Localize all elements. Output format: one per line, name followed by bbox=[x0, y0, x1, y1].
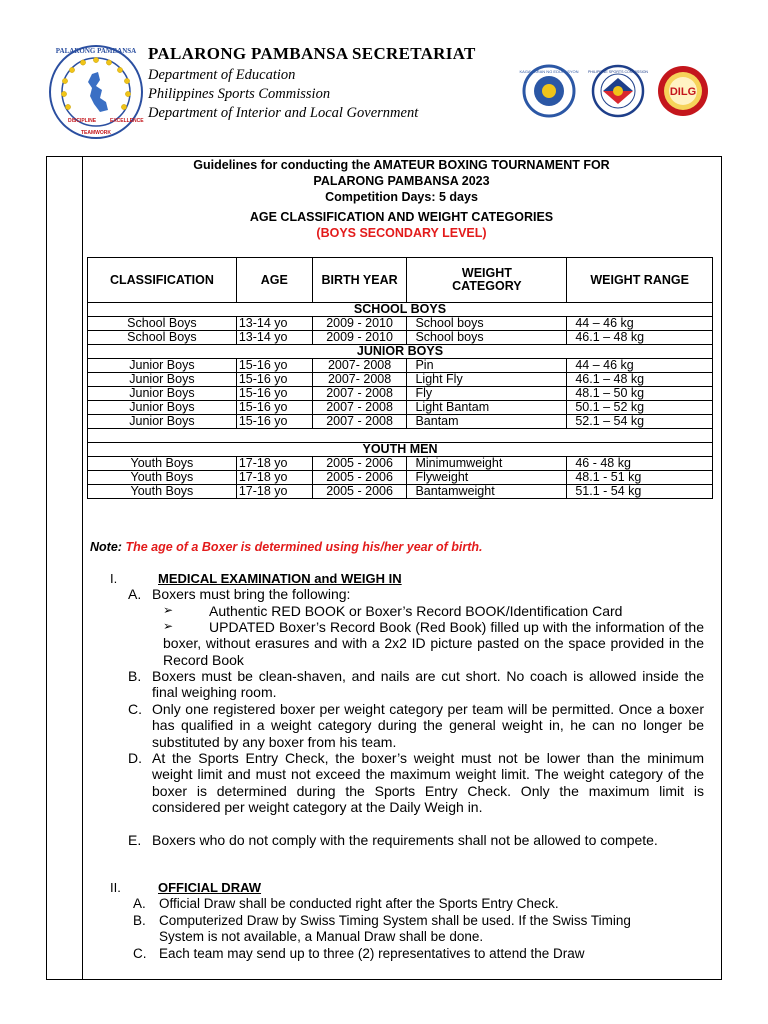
dilg-seal-icon bbox=[656, 64, 710, 118]
guidelines-title-line2: PALARONG PAMBANSA 2023 bbox=[313, 174, 490, 188]
table-group-header-youth-men bbox=[88, 443, 713, 457]
cell-weight-range: 46.1 – 48 kg bbox=[567, 373, 713, 387]
draw-item-a-label: A. bbox=[133, 896, 146, 911]
table-group-header-school-boys bbox=[88, 303, 713, 317]
cell-age: 15-16 yo bbox=[236, 359, 312, 373]
cell-birth-year: 2009 - 2010 bbox=[312, 331, 407, 345]
header-weight-range: WEIGHT RANGE bbox=[567, 258, 713, 303]
table-row bbox=[88, 485, 713, 499]
item-d-label: D. bbox=[128, 750, 142, 766]
cell-age: 17-18 yo bbox=[236, 457, 312, 471]
frame-margin-divider bbox=[82, 156, 83, 980]
bullet-icon: ➢ bbox=[163, 619, 174, 633]
header-age: AGE bbox=[236, 258, 312, 303]
cell-classification: Youth Boys bbox=[88, 471, 237, 485]
draw-item-a-text: Official Draw shall be conducted right after the Sports Entry Check. bbox=[159, 896, 559, 911]
cell-weight-category: School boys bbox=[407, 317, 567, 331]
cell-classification: Junior Boys bbox=[88, 359, 237, 373]
cell-weight-range: 46 - 48 kg bbox=[567, 457, 713, 471]
cell-weight-range: 48.1 – 50 kg bbox=[567, 387, 713, 401]
item-d-text: At the Sports Entry Check, the boxer’s weight must not be lower than the minimum weight limit and must not exceed the maximum weight limit. The weight category of the boxer is determined during the Sports Entry Check. Only the maximum limit is considered per weight category at the Daily Weigh in. bbox=[152, 750, 704, 815]
bullet-2-text: UPDATED Boxer’s Record Book (Red Book) filled up with the information of the boxer, without erasures and with a 2x2 ID picture pasted on the space provided in the Record Book bbox=[163, 619, 704, 668]
cell-birth-year: 2007- 2008 bbox=[312, 373, 407, 387]
cell-age: 13-14 yo bbox=[236, 317, 312, 331]
table-row bbox=[88, 457, 713, 471]
group-title: SCHOOL BOYS bbox=[88, 303, 713, 317]
cell-classification: Junior Boys bbox=[88, 415, 237, 429]
cell-classification: Junior Boys bbox=[88, 387, 237, 401]
item-b-text: Boxers must be clean-shaven, and nails are cut short. No coach is allowed inside the final weighing room. bbox=[152, 668, 704, 701]
cell-weight-category: Light Fly bbox=[407, 373, 567, 387]
item-e-text: Boxers who do not comply with the requirements shall not be allowed to compete. bbox=[152, 832, 658, 848]
cell-birth-year: 2007 - 2008 bbox=[312, 415, 407, 429]
weight-category-table bbox=[87, 257, 713, 499]
item-b-label: B. bbox=[128, 668, 142, 684]
cell-weight-category: Bantam bbox=[407, 415, 567, 429]
age-classification-title: AGE CLASSIFICATION AND WEIGHT CATEGORIES bbox=[249, 210, 554, 224]
boys-secondary-level: (BOYS SECONDARY LEVEL) bbox=[316, 226, 487, 240]
item-a-text: Boxers must bring the following: bbox=[152, 586, 351, 602]
guidelines-title-line1: Guidelines for conducting the AMATEUR BOXING TOURNAMENT FOR bbox=[193, 158, 610, 172]
group-title: JUNIOR BOYS bbox=[88, 345, 713, 359]
item-c-text: Only one registered boxer per weight category per team will be permitted. Once a boxer has qualified in a weight category during the general weight in, he can no longer be substituted by any boxer from his team. bbox=[152, 701, 704, 750]
cell-weight-category: Bantamweight bbox=[407, 485, 567, 499]
table-spacer-row bbox=[88, 429, 713, 443]
draw-item-c-label: C. bbox=[133, 946, 147, 961]
cell-birth-year: 2007 - 2008 bbox=[312, 387, 407, 401]
cell-weight-range: 52.1 – 54 kg bbox=[567, 415, 713, 429]
cell-weight-range: 50.1 – 52 kg bbox=[567, 401, 713, 415]
header-line-psc: Philippines Sports Commission bbox=[148, 86, 331, 102]
table-body bbox=[88, 303, 713, 499]
table-header-row bbox=[88, 258, 713, 303]
draw-item-b-text: Computerized Draw by Swiss Timing System shall be used. If the Swiss Timing System is not available, a Manual Draw shall be done. bbox=[159, 913, 631, 945]
dilg-seal-label: DILG bbox=[669, 86, 697, 98]
cell-weight-category: School boys bbox=[407, 331, 567, 345]
draw-item-b-label: B. bbox=[133, 913, 146, 928]
section-1-number: I. bbox=[110, 571, 118, 586]
cell-age: 15-16 yo bbox=[236, 415, 312, 429]
table-row bbox=[88, 331, 713, 345]
header-line-dilg: Department of Interior and Local Government bbox=[148, 105, 419, 121]
logo-excellence-text: EXCELLENCE bbox=[110, 118, 144, 124]
cell-birth-year: 2005 - 2006 bbox=[312, 457, 407, 471]
note-text: The age of a Boxer is determined using his/her year of birth. bbox=[125, 540, 483, 554]
cell-age: 17-18 yo bbox=[236, 471, 312, 485]
deped-seal-icon bbox=[519, 64, 579, 118]
cell-weight-range: 51.1 - 54 kg bbox=[567, 485, 713, 499]
cell-age: 15-16 yo bbox=[236, 373, 312, 387]
group-title: YOUTH MEN bbox=[88, 443, 713, 457]
table-row bbox=[88, 471, 713, 485]
section-2-title: OFFICIAL DRAW bbox=[158, 880, 262, 895]
cell-birth-year: 2007 - 2008 bbox=[312, 401, 407, 415]
bullet-1-text: Authentic RED BOOK or Boxer’s Record BOOK/Identification Card bbox=[209, 603, 623, 619]
cell-birth-year: 2009 - 2010 bbox=[312, 317, 407, 331]
logo-teamwork-text: TEAMWORK bbox=[81, 130, 111, 136]
header-birth-year: BIRTH YEAR bbox=[312, 258, 407, 303]
cell-age: 17-18 yo bbox=[236, 485, 312, 499]
cell-weight-range: 48.1 - 51 kg bbox=[567, 471, 713, 485]
section-1-title: MEDICAL EXAMINATION and WEIGH IN bbox=[158, 571, 402, 586]
item-a-label: A. bbox=[128, 586, 142, 602]
header-line-deped: Department of Education bbox=[148, 67, 296, 83]
cell-age: 15-16 yo bbox=[236, 387, 312, 401]
deped-seal-text: KAGAWARAN NG EDUKASYON bbox=[519, 69, 579, 74]
logo-arc-text: PALARONG PAMBANSA bbox=[55, 47, 137, 55]
cell-classification: Junior Boys bbox=[88, 373, 237, 387]
cell-classification: Youth Boys bbox=[88, 457, 237, 471]
section-2-number: II. bbox=[110, 880, 121, 895]
draw-item-c-text: Each team may send up to three (2) representatives to attend the Draw bbox=[159, 946, 585, 961]
header-text-block bbox=[148, 44, 476, 123]
bullet-icon: ➢ bbox=[163, 603, 174, 617]
cell-classification: School Boys bbox=[88, 331, 237, 345]
header-classification: CLASSIFICATION bbox=[88, 258, 237, 303]
cell-weight-category: Pin bbox=[407, 359, 567, 373]
table-row bbox=[88, 359, 713, 373]
note bbox=[90, 540, 482, 554]
cell-classification: Youth Boys bbox=[88, 485, 237, 499]
cell-age: 13-14 yo bbox=[236, 331, 312, 345]
cell-age: 15-16 yo bbox=[236, 401, 312, 415]
competition-days: Competition Days: 5 days bbox=[325, 190, 478, 204]
cell-birth-year: 2007- 2008 bbox=[312, 359, 407, 373]
secretariat-title: PALARONG PAMBANSA SECRETARIAT bbox=[148, 44, 476, 63]
cell-weight-category: Light Bantam bbox=[407, 401, 567, 415]
table-group-header-junior-boys bbox=[88, 345, 713, 359]
palarong-pambansa-logo bbox=[48, 44, 144, 140]
cell-birth-year: 2005 - 2006 bbox=[312, 471, 407, 485]
cell-classification: Junior Boys bbox=[88, 401, 237, 415]
item-c-label: C. bbox=[128, 701, 142, 717]
logo-discipline-text: DISCIPLINE bbox=[68, 118, 97, 124]
table-row bbox=[88, 373, 713, 387]
cell-classification: School Boys bbox=[88, 317, 237, 331]
table-row bbox=[88, 387, 713, 401]
cell-weight-range: 44 – 46 kg bbox=[567, 317, 713, 331]
item-e-label: E. bbox=[128, 832, 142, 848]
cell-birth-year: 2005 - 2006 bbox=[312, 485, 407, 499]
cell-weight-range: 46.1 – 48 kg bbox=[567, 331, 713, 345]
table-row bbox=[88, 401, 713, 415]
cell-weight-category: Flyweight bbox=[407, 471, 567, 485]
note-label: Note: bbox=[90, 540, 122, 554]
psc-seal-text: PHILIPPINE SPORTS COMMISSION bbox=[587, 70, 649, 74]
spacer-cell bbox=[88, 429, 713, 443]
header-weight-category: WEIGHT CATEGORY bbox=[407, 258, 567, 303]
table-row bbox=[88, 317, 713, 331]
psc-seal-icon bbox=[587, 64, 649, 118]
table-row bbox=[88, 415, 713, 429]
cell-weight-category: Fly bbox=[407, 387, 567, 401]
cell-weight-range: 44 – 46 kg bbox=[567, 359, 713, 373]
cell-weight-category: Minimumweight bbox=[407, 457, 567, 471]
